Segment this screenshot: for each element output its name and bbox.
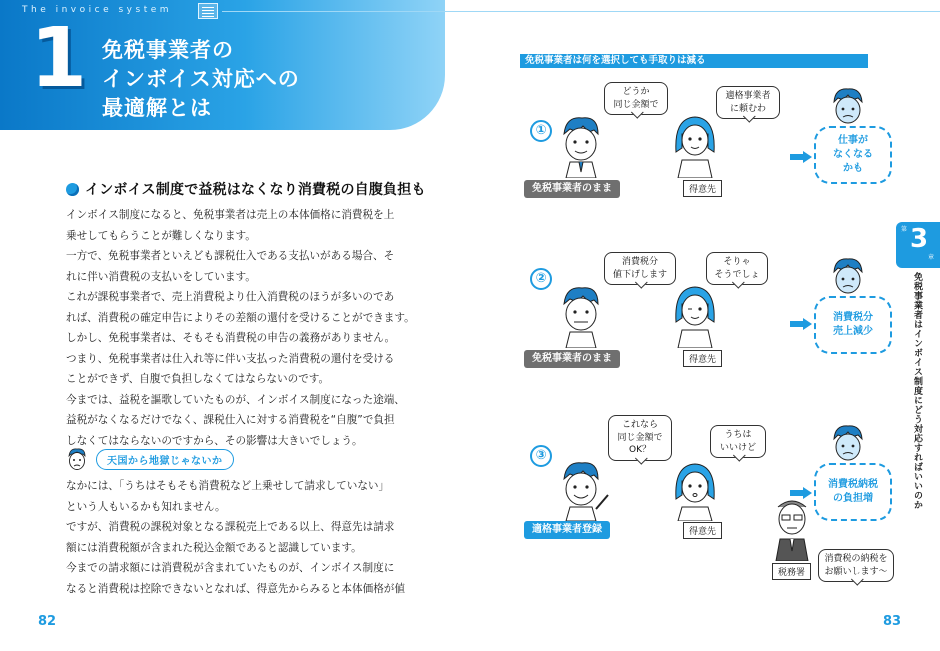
section-heading <box>66 179 426 199</box>
worried-man-icon <box>828 256 868 296</box>
text-line: 今までは、益税を謳歌していたものが、インボイス制度になった途端、 <box>66 393 405 406</box>
title-line: インボイス対応への <box>102 67 300 91</box>
section-heading-text: インボイス制度で益税はなくなり消費税の自腹負担も <box>85 182 426 198</box>
header-rule <box>470 11 940 12</box>
invoice-icon <box>198 3 218 19</box>
page-number: 82 <box>38 614 57 629</box>
speech-line: 値下げします <box>612 269 667 280</box>
speech-line: どうか <box>622 87 650 97</box>
role-label: 免税事業者のまま <box>524 350 620 368</box>
speech-bubble <box>818 549 894 582</box>
client-label: 得意先 <box>683 522 722 539</box>
text-line: 乗せしてもらうことが難しくなります。 <box>66 229 256 242</box>
body-paragraph <box>66 205 418 451</box>
text-line: なると消費税は控除できないとなれば、得意先からみると本体価格が値 <box>66 582 405 595</box>
scenario-3 <box>520 413 890 578</box>
header-rule <box>222 11 470 12</box>
tax-officer-illustration <box>770 495 814 561</box>
page-number: 83 <box>883 614 902 629</box>
speech-line: 同じ金額で <box>613 99 659 110</box>
scenario-1 <box>520 82 890 212</box>
client-label: 得意先 <box>683 180 722 197</box>
tax-office-label: 税務署 <box>772 563 811 580</box>
result-line: 消費税納税 <box>828 479 878 490</box>
figure-title: 免税事業者は何を選択しても手取りは減る <box>520 54 868 68</box>
page-title <box>102 36 300 123</box>
speech-callout <box>66 447 234 471</box>
text-line: つまり、免税事業者は仕入れ等に伴い支払った消費税の還付を受ける <box>66 352 395 365</box>
chapter-banner <box>0 0 445 130</box>
text-line: ですが、消費税の課税対象となる課税売上である以上、得意先は請求 <box>66 521 395 533</box>
speech-bubble <box>706 252 768 285</box>
speech-line: 適格事業者 <box>725 91 771 101</box>
client-woman-illustration <box>670 112 720 178</box>
text-line: ことができず、自腹で負担しなくてはならないのです。 <box>66 373 330 385</box>
step-number: ② <box>530 268 552 290</box>
text-line: これが課税事業者で、売上消費税より仕入消費税のほうが多いのであ <box>66 291 395 303</box>
speech-line: お願いします～ <box>824 566 888 577</box>
text-line: れに伴い消費税の支払いをしています。 <box>66 270 256 283</box>
speech-line: そりゃ <box>723 257 751 267</box>
chapter-tab-label: 章 <box>928 254 935 261</box>
worried-man-icon <box>828 86 868 126</box>
speech-line: これなら <box>621 420 658 430</box>
client-label: 得意先 <box>683 350 722 367</box>
role-label: 適格事業者登録 <box>524 521 610 539</box>
speech-bubble <box>604 82 668 115</box>
text-line: 額には消費税額が含まれた税込金額であると認識しています。 <box>66 541 362 554</box>
arrow-right-icon <box>790 151 812 163</box>
result-line: 消費税分 <box>833 312 873 323</box>
text-line: なかには、「うちはそもそも消費税など上乗せして請求していない」 <box>66 480 390 492</box>
speech-line: そうでしょ <box>714 269 760 280</box>
text-line: 益税がなくなるだけでなく、課税仕入に対する消費税を“自腹”で負担 <box>66 414 395 426</box>
speech-line: 同じ金額で <box>617 432 663 443</box>
bullet-icon <box>66 183 79 196</box>
businessman-illustration <box>556 459 612 521</box>
speech-bubble <box>608 415 672 461</box>
speech-line: に頼むわ <box>729 103 766 114</box>
chapter-tab-label: 第 <box>901 226 908 233</box>
text-line: という人もいるかも知れません。 <box>66 500 226 513</box>
result-box <box>814 126 892 184</box>
speech-line: 消費税分 <box>621 257 658 267</box>
businessman-illustration <box>556 284 606 348</box>
result-box <box>814 296 892 354</box>
speech-line: うちは <box>724 430 752 440</box>
result-line: 売上減少 <box>833 326 873 337</box>
scenario-2 <box>520 248 890 378</box>
result-box <box>814 463 892 521</box>
speech-bubble <box>710 425 766 458</box>
speech-line: OK？ <box>629 445 651 455</box>
step-number: ③ <box>530 445 552 467</box>
client-woman-illustration <box>670 459 720 521</box>
body-paragraph <box>66 476 418 599</box>
role-label: 免税事業者のまま <box>524 180 620 198</box>
result-line: なくなる <box>833 149 873 160</box>
speech-line: いいけど <box>719 442 756 453</box>
text-line: 一方で、免税事業者といえども課税仕入である支払いがある場合、そ <box>66 250 395 262</box>
series-label: The invoice system <box>22 5 173 15</box>
text-line: れば、消費税の確定申告によりその差額の還付を受けることができます。 <box>66 311 415 324</box>
title-line: 免税事業者の <box>102 38 234 62</box>
speech-bubble <box>604 252 676 285</box>
chapter-side-title: 免税事業者はインボイス制度にどう対応すればいいのか <box>912 272 922 510</box>
title-line: 最適解とは <box>102 96 212 120</box>
businessman-illustration <box>556 114 606 178</box>
speech-line: 消費税の納税を <box>824 554 888 564</box>
worried-man-icon <box>66 447 88 471</box>
step-number: ① <box>530 120 552 142</box>
speech-bubble <box>716 86 780 119</box>
right-page <box>470 0 940 651</box>
result-line: の負担増 <box>833 493 873 504</box>
text-line: 今までの請求額には消費税が含まれていたものが、インボイス制度に <box>66 562 395 574</box>
text-line: インボイス制度になると、免税事業者は売上の本体価格に消費税を上 <box>66 209 395 221</box>
text-line: しかし、免税事業者は、そもそも消費税の申告の義務がありません。 <box>66 332 396 344</box>
arrow-right-icon <box>790 318 812 330</box>
chapter-side-tab <box>896 222 940 268</box>
result-line: 仕事が <box>838 135 868 146</box>
chapter-tab-number: 3 <box>910 224 929 254</box>
client-woman-illustration <box>670 282 720 348</box>
chapter-number: 1 <box>30 11 88 106</box>
arrow-right-icon <box>790 487 812 499</box>
speech-pill: 天国から地獄じゃないか <box>96 449 234 470</box>
result-line: かも <box>843 163 863 174</box>
text-line: しなくてはならないのですから、その影響は大きいでしょう。 <box>66 434 363 447</box>
worried-man-icon <box>828 423 868 463</box>
